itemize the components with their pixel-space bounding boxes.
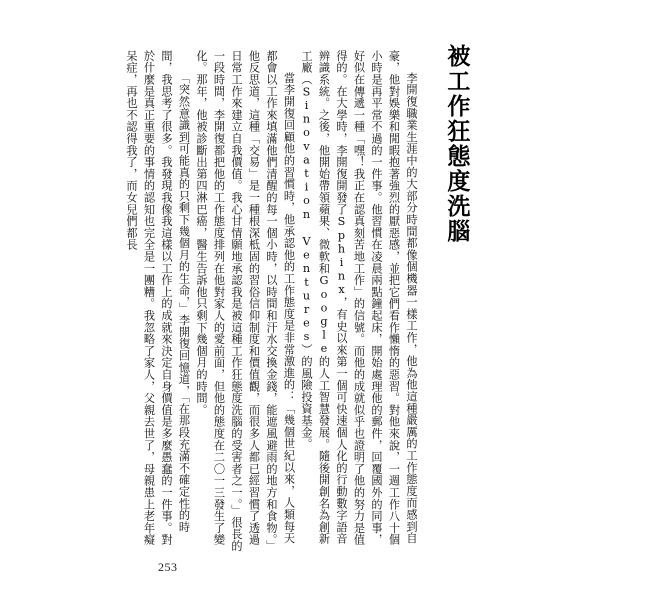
paragraph-1: 李開復職業生涯中的大部分時間都像個機器一樣工作，他為他這種嚴厲的工作態度而感到自豪，他對娛樂和閒暇抱著強烈的厭惡感，並把它們看作懶惰的惡習。對他來說，一週工作八十個小時是再平常不過的一件事。他習慣在凌晨兩點鐘起床，開始處理他的郵件，回覆國外的同事，好似在傳遞一種「嘿！我正在認真刻苦地工作」的信號。而他的成就似乎也證明了他的努力是值得的。在大學時，李開復開發了Sphinx，有史以來第一個可快速個人化的行動數字語音辨識系統。之後，他開始帶領蘋果、微軟和Google的人工智慧發展。隨後開創名為創新工廠（Sinovation Ventures）的風險投資基金。 bbox=[300, 50, 418, 546]
paragraph-2: 當李開復回顧他的習慣時，他承認他的工作態度是非常激進的：「幾個世紀以來，人類每天都會以工作來填滿他們清醒的每一個小時，以時間和汗水交換金錢，能遮風避雨的地方和食物。」他反思道，這種「交易」是一種根深柢固的習俗信仰制度和價值觀，而很多人都已經習慣了透過日常工作來建立自我價值。我心甘情願地承認我是被這種工作狂態度洗腦的受害者之一。」很長的一段時間，李開復都把他的工作態度排列在他對家人的愛前面，但他的態度在二〇一三發生了變化。那年，他被診斷出第四淋巴癌，醫生告訴他只剩下幾個月的時間。 bbox=[195, 50, 296, 552]
paragraph-3: 「突然意識到可能真的只剩下幾個月的生命，」李開復回憶道，「在那段充滿不確定性的時間，我思考了很多。我發現我像我這樣以工作上的成就來決定自身價值是多麼愚蠢的一件事。對於什麼是真正重要的事情的認知也完全是一團糟。我忽略了家人，父親去世了，母親患上老年癡呆症，再也不認得我了，而女兒們都長 bbox=[125, 50, 191, 546]
page-number: 253 bbox=[158, 560, 178, 574]
chapter-section-title: 被工作狂態度洗腦 bbox=[443, 44, 470, 244]
body-text-columns bbox=[125, 50, 420, 555]
